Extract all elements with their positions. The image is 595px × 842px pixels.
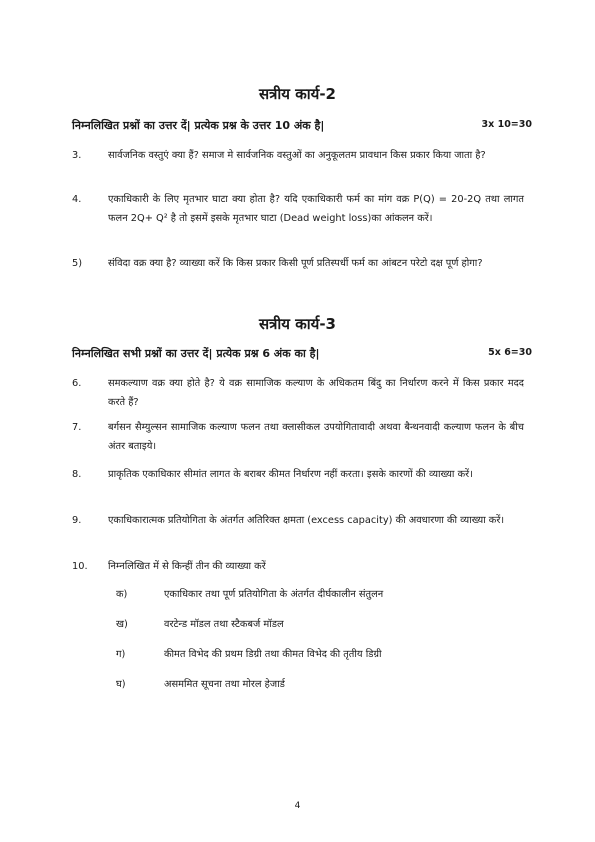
subitem-text: कीमत विभेद की प्रथम डिग्री तथा कीमत विभेद की तृतीय डिग्री xyxy=(164,649,382,660)
question-text: समकल्याण वक्र क्या होते है? ये वक्र सामाजिक कल्याण के अधिकतम बिंदु का निर्धारण करने में किस प्रकार मदद करते हैं? xyxy=(108,378,524,408)
question-text: संविदा वक्र क्या है? व्याख्या करें कि किस प्रकार किसी पूर्ण प्रतिस्पर्धी फर्म का आंबटन परेटो दक्ष पूर्ण होगा? xyxy=(108,258,483,269)
section-2-instruction xyxy=(72,118,532,133)
subitem-label: घ) xyxy=(116,679,126,690)
question-text: एकाधिकारी के लिए मृतभार घाटा क्या होता है? यदि एकाधिकारी फर्म का मांग वक्र P(Q) = 20-2Q तथा लागत फलन 2Q+ Q² है तो इसमें इसके मृतभार घाटा (Dead weight loss)का आंकलन करें। xyxy=(108,194,524,224)
question-text: निम्नलिखित में से किन्हीं तीन की व्याख्या करें xyxy=(108,561,266,572)
section-3-instruction xyxy=(72,346,532,361)
question-number: 3. xyxy=(72,150,82,161)
question-number: 4. xyxy=(72,194,82,205)
question-text: एकाधिकारात्मक प्रतियोगिता के अंतर्गत अतिरिक्त क्षमता (excess capacity) की अवधारणा की व्याख्या करें। xyxy=(108,515,505,526)
question-number: 5) xyxy=(72,258,83,269)
question-text: बर्गसन सैम्युल्सन सामाजिक कल्याण फलन तथा क्लासीकल उपयोगितावादी अथवा बैन्थनवादी कल्याण फलन के बीच अंतर बताइये। xyxy=(108,422,524,452)
section-3-instruction-text: निम्नलिखित सभी प्रश्नों का उत्तर दें| प्रत्येक प्रश्न 6 अंक का है| xyxy=(72,347,320,360)
section-2-title: सत्रीय कार्य-2 xyxy=(259,85,336,103)
question-number: 6. xyxy=(72,378,82,389)
question-text: सार्वजनिक वस्तुएं क्या हैं? समाज मे सार्वजनिक वस्तुओं का अनुकूलतम प्रावधान किस प्रकार किया जाता है? xyxy=(108,150,486,161)
question-number: 7. xyxy=(72,422,82,433)
subitem-text: वरटेन्ड मॉडल तथा स्टैकबर्ज मॉडल xyxy=(164,619,284,630)
question-text: प्राकृतिक एकाधिकार सीमांत लागत के बराबर कीमत निर्धारण नहीं करता। इसके कारणों की व्याख्या करें। xyxy=(108,469,473,480)
page-number: 4 xyxy=(294,801,301,811)
subitem-label: ग) xyxy=(116,649,126,660)
subitem-text: असममित सूचना तथा मोरल हेजार्ड xyxy=(164,679,285,690)
section-2-marks: 3x 10=30 xyxy=(481,119,532,130)
section-3-marks: 5x 6=30 xyxy=(488,347,532,358)
subitem-text: एकाधिकार तथा पूर्ण प्रतियोगिता के अंतर्गत दीर्घकालीन संतुलन xyxy=(164,589,384,600)
question-number: 9. xyxy=(72,515,82,526)
section-2-instruction-text: निम्नलिखित प्रश्नों का उत्तर दें| प्रत्येक प्रश्न के उत्तर 10 अंक है| xyxy=(72,119,325,132)
question-number: 8. xyxy=(72,469,82,480)
section-3-title: सत्रीय कार्य-3 xyxy=(259,315,336,333)
question-number: 10. xyxy=(72,561,88,572)
subitem-label: ख) xyxy=(116,619,128,630)
subitem-label: क) xyxy=(116,589,128,600)
